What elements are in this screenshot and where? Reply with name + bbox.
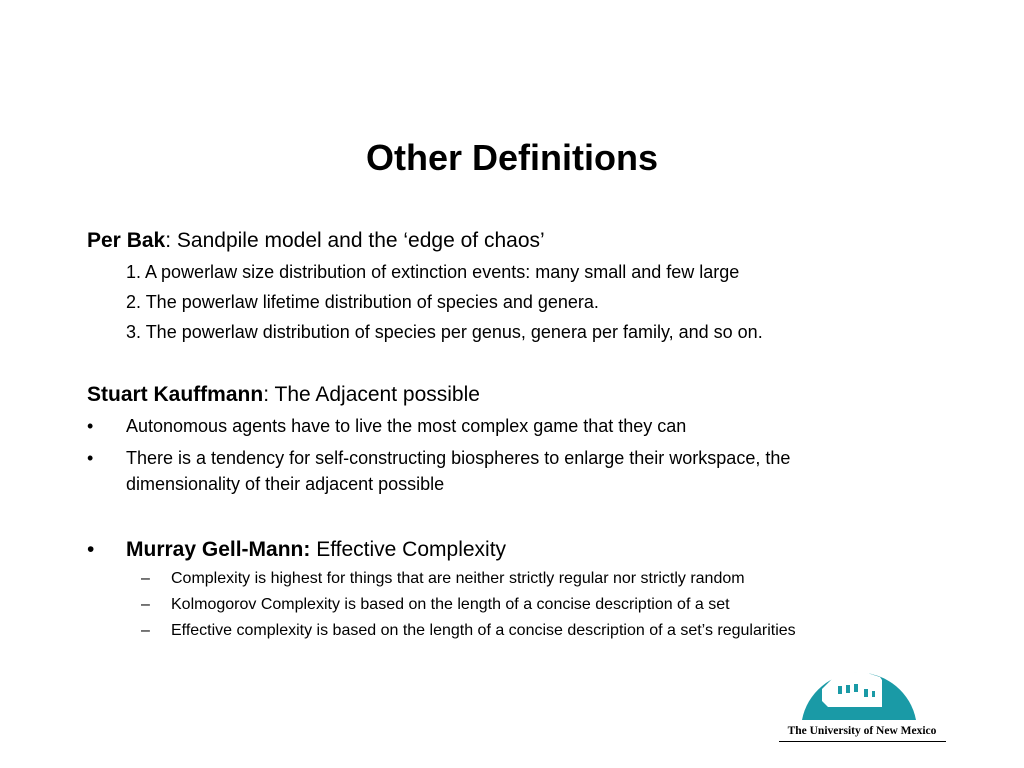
kauffmann-separator: : bbox=[263, 383, 270, 406]
kauffmann-name: Stuart Kauffmann bbox=[87, 383, 264, 406]
kauffmann-item-2-line-1: There is a tendency for self-constructing biospheres to enlarge their workspace, the bbox=[126, 448, 791, 468]
dash-icon: – bbox=[141, 596, 150, 613]
kauffmann-description: The Adjacent possible bbox=[269, 383, 480, 406]
logo-underline bbox=[779, 741, 946, 742]
gell-mann-name: Murray Gell-Mann: bbox=[126, 538, 311, 561]
per-bak-item-2: 2. The powerlaw lifetime distribution of species and genera. bbox=[126, 292, 599, 312]
university-logo bbox=[776, 645, 948, 750]
dash-icon: – bbox=[141, 570, 150, 587]
per-bak-name: Per Bak bbox=[87, 229, 166, 252]
bullet-icon: • bbox=[87, 416, 94, 436]
bullet-icon: • bbox=[87, 448, 94, 468]
bullet-icon: • bbox=[87, 538, 95, 561]
dash-icon: – bbox=[141, 622, 150, 639]
gell-mann-description: Effective Complexity bbox=[310, 538, 507, 561]
per-bak-heading bbox=[87, 228, 545, 254]
per-bak-item-1: 1. A powerlaw size distribution of extinction events: many small and few large bbox=[126, 262, 740, 282]
unm-emblem-icon bbox=[776, 645, 948, 725]
gell-mann-item-3: Effective complexity is based on the length of a concise description of a set’s regularities bbox=[171, 622, 796, 639]
kauffmann-heading bbox=[87, 382, 480, 408]
logo-text: The University of New Mexico bbox=[787, 725, 937, 737]
gell-mann-item-1: Complexity is highest for things that are neither strictly regular nor strictly random bbox=[171, 570, 745, 587]
gell-mann-heading bbox=[126, 537, 506, 563]
slide-title: Other Definitions bbox=[365, 137, 658, 178]
gell-mann-item-2: Kolmogorov Complexity is based on the length of a concise description of a set bbox=[171, 596, 730, 613]
per-bak-description: Sandpile model and the ‘edge of chaos’ bbox=[171, 229, 545, 252]
per-bak-separator: : bbox=[165, 229, 172, 252]
per-bak-item-3: 3. The powerlaw distribution of species per genus, genera per family, and so on. bbox=[126, 322, 763, 342]
kauffmann-item-1: Autonomous agents have to live the most complex game that they can bbox=[126, 416, 687, 436]
kauffmann-item-2-line-2: dimensionality of their adjacent possible bbox=[126, 474, 445, 494]
